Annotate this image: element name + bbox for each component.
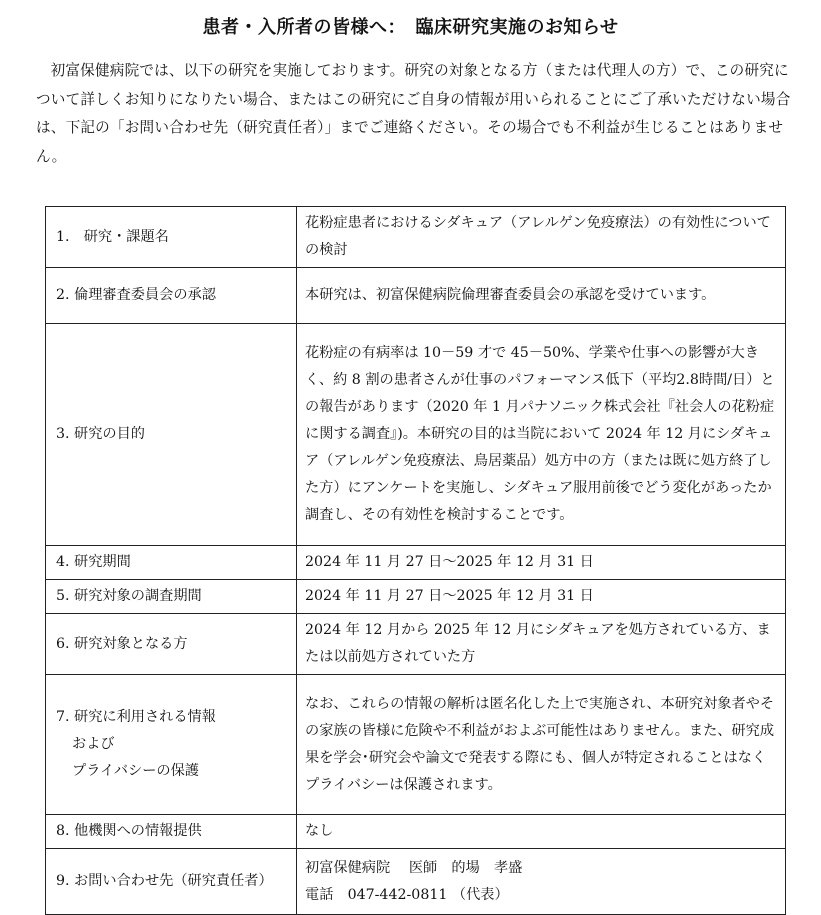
row-label-purpose: 3. 研究の目的	[46, 324, 297, 546]
row-label-subjects: 6. 研究対象となる方	[46, 614, 297, 675]
row-label-title: 1. 研究・課題名	[46, 207, 297, 268]
row-label-period: 4. 研究期間	[46, 546, 297, 580]
row-value-purpose: 花粉症の有病率は 10－59 才で 45－50%、学業や仕事への影響が大きく、約 8 割の患者さんが仕事のパフォーマンス低下（平均2.8時間/日）との報告があります（2020 年 1 月パナソニック株式会社『社会人の花粉症に関する調査』)。本研究の目的は当院において 2024 年 12 月にシダキュア（アレルゲン免疫療法、鳥居薬品）処方中の方（または既に処方終了した方）にアンケートを実施し、シダキュア服用前後でどう変化があったか調査し、その有効性を検討することです。	[297, 324, 786, 546]
row-value-title: 花粉症患者におけるシダキュア（アレルゲン免疫療法）の有効性についての検討	[297, 207, 786, 268]
table-row	[46, 849, 786, 915]
row-label-survey-period: 5. 研究対象の調査期間	[46, 580, 297, 614]
table-row	[46, 580, 786, 614]
table-row	[46, 675, 786, 815]
table-row	[46, 614, 786, 675]
table-row	[46, 324, 786, 546]
contact-name: 初富保健病院 医師 的場 孝盛	[305, 859, 523, 876]
table-row	[46, 546, 786, 580]
row-label-contact: 9. お問い合わせ先（研究責任者）	[46, 849, 297, 915]
privacy-label-line-3: プライバシーの保護	[72, 763, 199, 779]
row-value-survey-period: 2024 年 11 月 27 日～2025 年 12 月 31 日	[297, 580, 786, 614]
contact-phone: 電話 047-442-0811 （代表）	[305, 886, 509, 903]
privacy-label-line-2: および	[72, 736, 115, 752]
row-value-contact	[297, 849, 786, 915]
row-value-external: なし	[297, 815, 786, 849]
privacy-label-line-1: 7. 研究に利用される情報	[56, 709, 216, 725]
row-value-period: 2024 年 11 月 27 日～2025 年 12 月 31 日	[297, 546, 786, 580]
row-value-privacy: なお、これらの情報の解析は匿名化した上で実施され、本研究対象者やその家族の皆様に危険や不利益がおよぶ可能性はありません。また、研究成果を学会･研究会や論文で発表する際にも、個人が特定されることはなくプライバシーは保護されます。	[297, 675, 786, 815]
table-row	[46, 268, 786, 324]
intro-text: 初富保健病院では、以下の研究を実施しております。研究の対象となる方（または代理人の方）で、この研究について詳しくお知りになりたい場合、またはこの研究にご自身の情報が用いられることにご了承いただけない場合は、下記の「お問い合わせ先（研究責任者）」までご連絡ください。その場合でも不利益が生じることはありません。	[36, 62, 791, 165]
table-row	[46, 815, 786, 849]
row-label-ethics: 2. 倫理審査委員会の承認	[46, 268, 297, 324]
row-label-privacy	[46, 675, 297, 815]
study-info-table	[45, 206, 786, 915]
table-row	[46, 207, 786, 268]
intro-paragraph	[36, 57, 796, 171]
row-value-subjects: 2024 年 12 月から 2025 年 12 月にシダキュアを処方されている方、または以前処方されていた方	[297, 614, 786, 675]
row-label-external: 8. 他機関への情報提供	[46, 815, 297, 849]
page-title: 患者・入所者の皆様へ： 臨床研究実施のお知らせ	[202, 17, 619, 38]
row-value-ethics: 本研究は、初富保健病院倫理審査委員会の承認を受けています。	[297, 268, 786, 324]
